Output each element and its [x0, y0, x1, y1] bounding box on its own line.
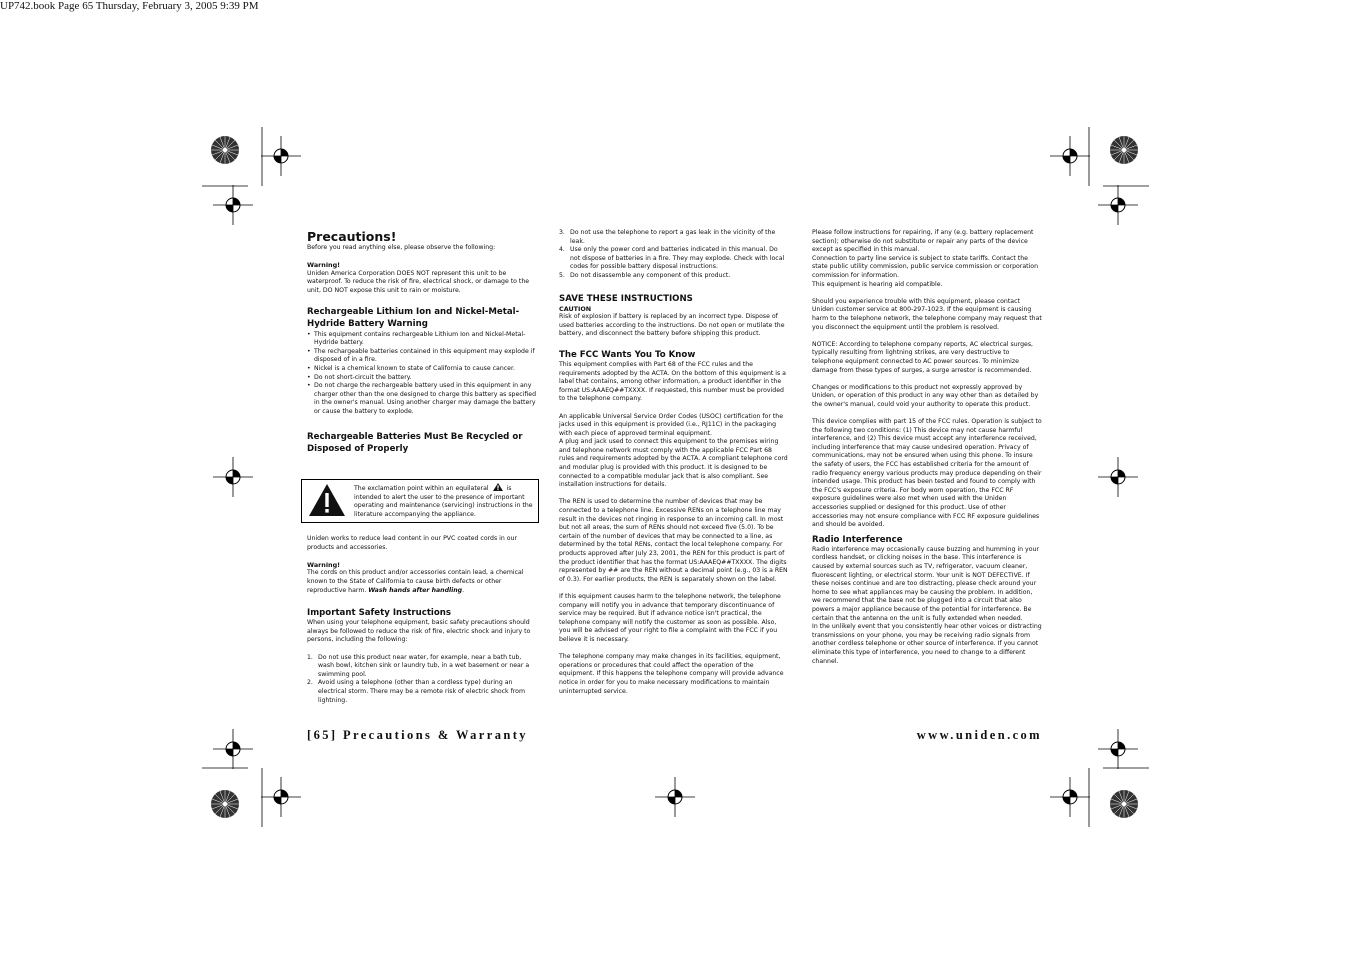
lead-text: Uniden works to reduce lead content in our PVC coated cords in our products and accessories. [307, 535, 518, 551]
crosshair-registration-mark-icon [1098, 729, 1138, 769]
list-item: 5. Do not disassemble any component of this product. [559, 271, 731, 279]
list-item: 3. Do not use the telephone to report a gas leak in the vicinity of the leak. [559, 229, 776, 245]
battery-warning-heading: Rechargeable Lithium Ion and Nickel-Metal-Hydride Battery Warning [307, 306, 520, 329]
crosshair-registration-mark-icon [1050, 136, 1090, 176]
crosshair-registration-mark-icon [655, 777, 695, 817]
paragraph: Radio interference may occasionally cause buzzing and humming in your cordless handset, or clicking noises in the base. This interference is caused by external sources such as TV, refrigerator, vacuum cleaner, fluorescent lighting, or electrical storm. Your unit is NOT DEFECTIVE. If these noises continue and are too distracting, please check around your home to see what appliances may be causing the problem. In addition, we recommend that the base not be plugged into a circuit that also powers a major appliance because of the potential for interference. Be certain that the antenna on the unit is fully extended when needed. [812, 545, 1039, 622]
paragraph: This device complies with part 15 of the FCC rules. Operation is subject to the following two conditions: (1) This device may not cause harmful interference, and (2) This device must accept any interference received, including interference that may cause undesired operation. Privacy of communications, may not be ensured when using this phone. To insure the safety of users, the FCC has established criteria for the amount of radio frequency energy various products may produce depending on their intended usage. This product has been tested and found to comply with the FCC's exposure criteria. For body worn operation, the FCC RF exposure guidelines were also met when used with the Uniden accessories supplied or designed for this product. Use of other accessories may not ensure compliance with FCC RF exposure guidelines and should be avoided. [812, 418, 1042, 529]
starburst-target-icon [1110, 136, 1138, 164]
paragraph: Please follow instructions for repairing, if any (e.g. battery replacement section); otherwise do not substitute or repair any parts of the device except as specified in this manual. [812, 229, 1034, 254]
footer-page-label: [65] Precautions & Warranty [307, 728, 528, 742]
fcc-paragraph: An applicable Universal Service Order Codes (USOC) certification for the jacks used in this equipment is provided (i.e., RJ11C) in the packaging with each piece of approved terminal equipment. [559, 412, 783, 437]
battery-bullets [307, 331, 537, 417]
save-instructions-heading: SAVE THESE INSTRUCTIONS [559, 293, 693, 304]
caution-heading: CAUTION [559, 304, 592, 313]
list-item: • This equipment contains rechargeable Lithium Ion and Nickel-Metal-Hydride battery. [307, 331, 537, 348]
warning-text: Uniden America Corporation DOES NOT represent this unit to be waterproof. To reduce the risk of fire, electrical shock, or damage to the unit, DO NOT expose this unit to rain or moisture. [307, 269, 530, 294]
fcc-paragraph: A plug and jack used to connect this equipment to the premises wiring and telephone network must comply with the applicable FCC Part 68 rules and requirements adopted by the ACTA. A compliant telephone cord and modular plug is provided with this product. It is designed to be connected to a compatible modular jack that is also compliant. See installation instructions for details. [559, 438, 788, 489]
paragraph: This equipment is hearing aid compatible. [812, 280, 943, 288]
warning-heading: Warning! [307, 261, 341, 270]
list-item: 2. Avoid using a telephone (other than a cordless type) during an electrical storm. There may be a remote risk of electric shock from lightning. [307, 679, 525, 704]
list-item: 1. Do not use this product near water, for example, near a bath tub, wash bowl, kitchen sink or laundry tub, in a wet basement or near a swimming pool. [307, 653, 530, 678]
column-right [812, 229, 1042, 666]
book-header-line: UP742.book Page 65 Thursday, February 3, 2005 9:39 PM [0, 0, 259, 12]
warning-box [301, 479, 539, 523]
crosshair-registration-mark-icon [261, 136, 301, 176]
crosshair-registration-mark-icon [1098, 185, 1138, 225]
exclamation-triangle-icon [308, 483, 346, 517]
column-left [307, 229, 537, 455]
list-item: • Do not short-circuit the battery. [307, 374, 537, 383]
warning-heading: Warning! [307, 560, 341, 569]
recycle-heading: Rechargeable Batteries Must Be Recycled or Disposed of Properly [307, 431, 523, 454]
safety-list [307, 654, 537, 706]
fcc-paragraph: If this equipment causes harm to the telephone network, the telephone company will notify you in advance that temporary discontinuance of service may be required. But if advance notice isn't practical, the telephone company will notify the customer as soon as possible. Also, you will be advised of your right to file a complaint with the FCC if you believe it is necessary. [559, 592, 781, 643]
paragraph: NOTICE: According to telephone company reports, AC electrical surges, typically resulting from lightning strikes, are very destructive to telephone equipment connected to AC power sources. To minimize damage from these types of surges, a surge arrestor is recommended. [812, 340, 1034, 374]
column-middle [559, 229, 789, 696]
fcc-paragraph: The telephone company may make changes in its facilities, equipment, operations or procedures that could affect the operation of the equipment. If this happens the telephone company will provide advance notice in order for you to make necessary modifications to maintain uninterrupted service. [559, 653, 784, 695]
box-text: is intended to alert the user to the presence of important operating and maintenance (servicing) instructions in the literature accompanying the appliance. [354, 485, 533, 518]
column-left-lower [307, 535, 537, 705]
crosshair-registration-mark-icon [213, 729, 253, 769]
crosshair-registration-mark-icon [213, 185, 253, 225]
starburst-target-icon [1110, 790, 1138, 818]
paragraph: Should you experience trouble with this equipment, please contact Uniden customer service at 800-297-1023. If the equipment is causing harm to the telephone network, the telephone company may request that you disconnect the equipment until the problem is resolved. [812, 297, 1042, 331]
starburst-target-icon [211, 790, 239, 818]
radio-interference-heading: Radio Interference [812, 534, 903, 545]
crosshair-registration-mark-icon [213, 457, 253, 497]
paragraph: Connection to party line service is subject to state tariffs. Contact the state public utility commission, public service commission or corporation commission for information. [812, 254, 1038, 279]
list-item: • Nickel is a chemical known to state of California to cause cancer. [307, 365, 537, 374]
footer-website: www.uniden.com [916, 728, 1042, 742]
safety-list [559, 229, 789, 281]
intro-text: Before you read anything else, please observe the following: [307, 244, 496, 251]
emphasis-text: Wash hands after handling [368, 586, 463, 594]
warning-text: The cords on this product and/or accessories contain lead, a chemical known to the State of California to cause birth defects or other reproductive harm. Wash hands after handling. [307, 569, 524, 594]
caution-text: Risk of explosion if battery is replaced by an incorrect type. Dispose of used batteries according to the instructions. Do not open or mutilate the battery, and disconnect the battery before shipping this product. [559, 313, 785, 338]
fcc-heading: The FCC Wants You To Know [559, 349, 696, 360]
paragraph: In the unlikely event that you consistently hear other voices or distracting transmissions on your phone, you may be receiving radio signals from another cordless telephone or other source of interference. If you cannot eliminate this type of interference, you need to change to a different channel. [812, 623, 1042, 665]
exclamation-triangle-icon [493, 483, 503, 491]
fcc-paragraph: This equipment complies with Part 68 of the FCC rules and the requirements adopted by the ACTA. On the bottom of this equipment is a label that contains, among other information, a product identifier in the format US:AAAEQ##TXXXX. If requested, this number must be provided to the telephone company. [559, 360, 786, 403]
crosshair-registration-mark-icon [1050, 777, 1090, 817]
page-title: Precautions! [307, 229, 397, 244]
crosshair-registration-mark-icon [1098, 457, 1138, 497]
list-item: • The rechargeable batteries contained in this equipment may explode if disposed of in a fire. [307, 348, 537, 365]
starburst-target-icon [211, 136, 239, 164]
paragraph: Changes or modifications to this product not expressly approved by Uniden, or operation of this product in any way other than as detailed by the owner's manual, could void your authority to operate this product. [812, 383, 1039, 408]
crosshair-registration-mark-icon [261, 777, 301, 817]
list-item: 4. Use only the power cord and batteries indicated in this manual. Do not dispose of batteries in a fire. They may explode. Check with local codes for possible battery disposal instructions. [559, 246, 785, 271]
list-item: • Do not charge the rechargeable battery used in this equipment in any charger other than the one designed to charge this battery as specified in the owner's manual. Using another charger may damage the battery or cause the battery to explode. [307, 382, 537, 416]
box-text: The exclamation point within an equilateral [354, 485, 489, 492]
safety-intro: When using your telephone equipment, basic safety precautions should always be followed to reduce the risk of fire, electric shock and injury to persons, including the following: [307, 619, 531, 644]
fcc-paragraph: The REN is used to determine the number of devices that may be connected to a telephone line. Excessive RENs on a telephone line may result in the devices not ringing in response to an incoming call. In most but not all areas, the sum of RENs should not exceed five (5.0). To be certain of the number of devices that may be connected to a line, as determined by the total RENs, contact the local telephone company. For products approved after July 23, 2001, the REN for this product is part of the product identifier that has the format US:AAAEQ##TXXXX. The digits represented by ## are the REN without a decimal point (e.g., 03 is a REN of 0.3). For earlier products, the REN is separately shown on the label. [559, 498, 788, 583]
safety-heading: Important Safety Instructions [307, 608, 452, 619]
